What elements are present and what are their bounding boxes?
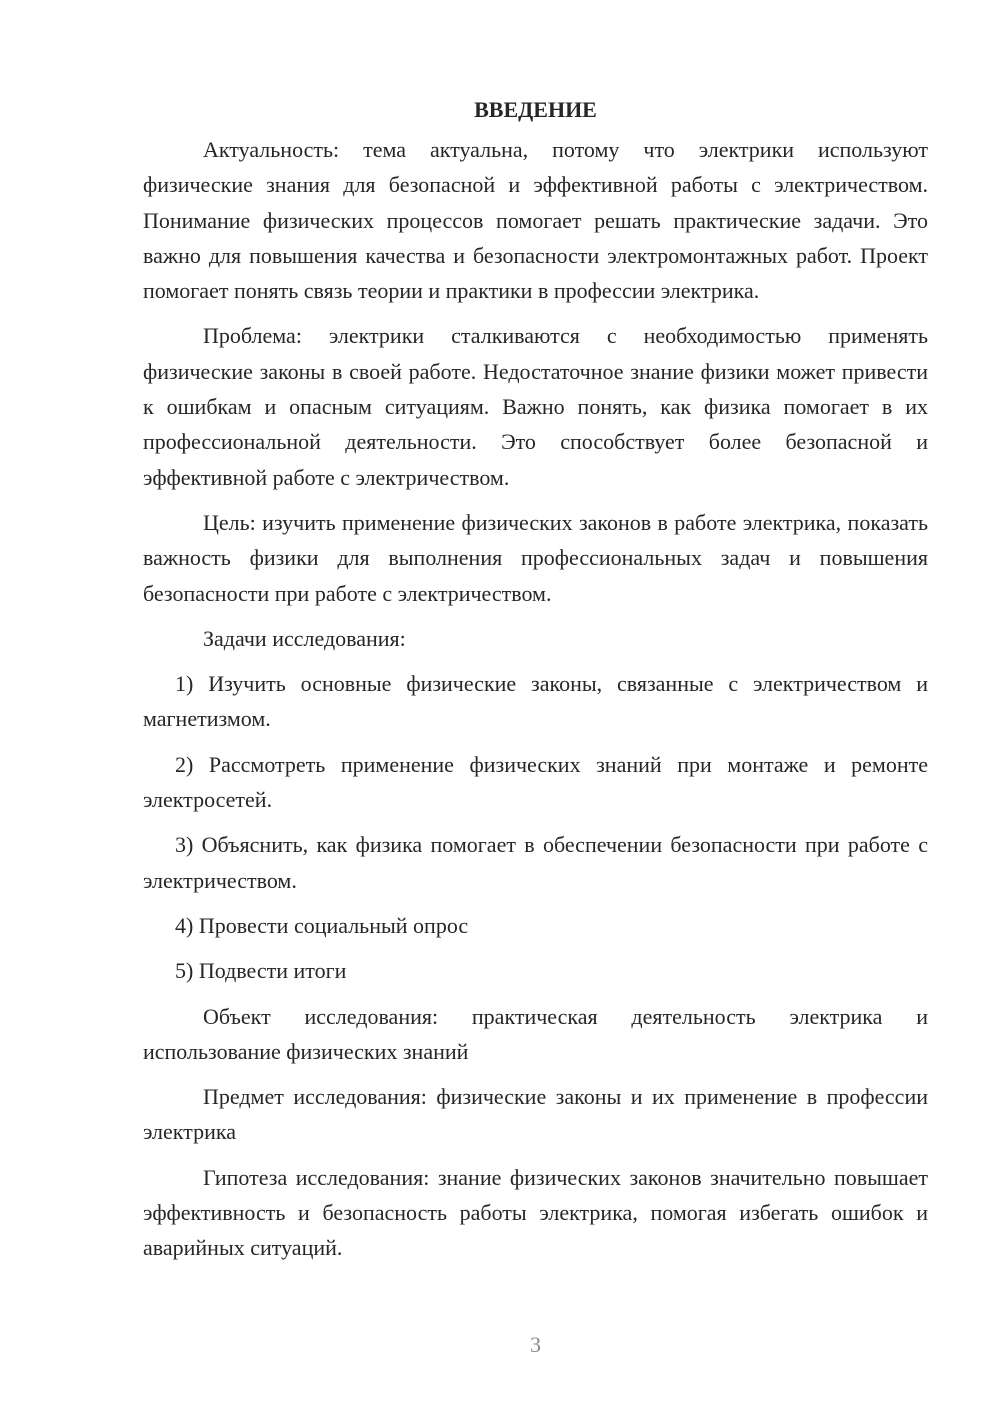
goal-paragraph: Цель: изучить применение физических законов в работе электрика, показать важность физики для выполнения профессиональных задач и повышения безопасности при работе с электричеством. xyxy=(143,509,928,606)
task-item-1: 1) Изучить основные физические законы, связанные с электричеством и магнетизмом. xyxy=(143,671,928,732)
hypothesis-paragraph: Гипотеза исследования: знание физических законов значительно повышает эффективность и безопасность работы электрика, помогая избегать ошибок и аварийных ситуаций. xyxy=(143,1164,928,1261)
page-number: 3 xyxy=(530,1332,541,1357)
task-item-3: 3) Объяснить, как физика помогает в обеспечении безопасности при работе с электричеством. xyxy=(143,832,928,893)
subject-paragraph: Предмет исследования: физические законы и их применение в профессии электрика xyxy=(143,1084,928,1145)
object-paragraph: Объект исследования: практическая деятельность электрика и использование физических знаний xyxy=(143,1003,928,1064)
document-body xyxy=(143,92,928,1276)
page-title: ВВЕДЕНИЕ xyxy=(474,97,597,122)
task-item-4: 4) Провести социальный опрос xyxy=(175,912,469,938)
task-item-5: 5) Подвести итоги xyxy=(175,958,347,984)
problem-paragraph: Проблема: электрики сталкиваются с необходимостью применять физические законы в своей работе. Недостаточное знание физики может привести к ошибкам и опасным ситуациям. Важно понять, как физика помогает в их профессиональной деятельности. Это способствует более безопасной и эффективной работе с электричеством. xyxy=(143,323,928,490)
task-item-2: 2) Рассмотреть применение физических знаний при монтаже и ремонте электросетей. xyxy=(143,751,928,813)
tasks-heading: Задачи исследования: xyxy=(203,625,406,651)
relevance-paragraph: Актуальность: тема актуальна, потому что электрики используют физические знания для безопасной и эффективной работы с электричеством. Понимание физических процессов помогает решать практические задачи. Это важно для повышения качества и безопасности электромонтажных работ. Проект помогает понять связь теории и практики в профессии электрика. xyxy=(143,137,928,304)
